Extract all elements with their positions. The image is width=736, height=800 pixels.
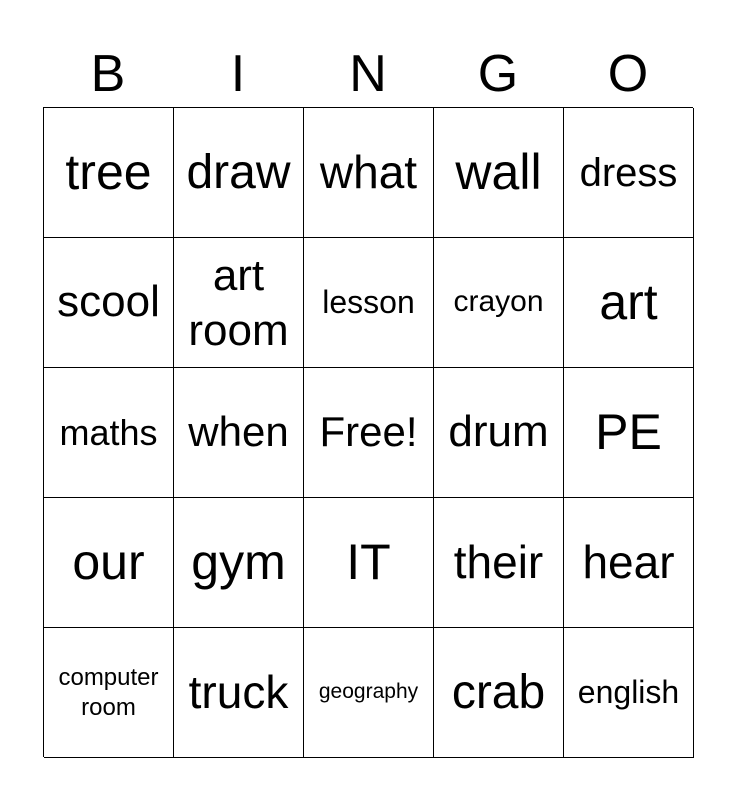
cell-word: drum xyxy=(448,407,549,457)
cell-word: our xyxy=(72,533,145,590)
cell-word: when xyxy=(188,408,289,456)
cell-word: wall xyxy=(455,143,542,200)
bingo-cell[interactable] xyxy=(44,368,174,498)
header-letter-n: N xyxy=(349,45,387,103)
cell-word: their xyxy=(453,536,544,589)
cell-word: lesson xyxy=(322,284,415,321)
bingo-cell[interactable] xyxy=(174,628,304,758)
cell-word: dress xyxy=(579,150,678,195)
cell-word: what xyxy=(319,146,418,199)
bingo-header xyxy=(43,40,693,108)
cell-word: scool xyxy=(57,277,160,327)
cell-word: hear xyxy=(582,536,675,589)
bingo-cell[interactable] xyxy=(304,628,434,758)
cell-word: art room xyxy=(188,250,289,355)
cell-word: maths xyxy=(59,411,158,453)
header-letter-i: I xyxy=(230,45,246,103)
bingo-cell[interactable] xyxy=(304,238,434,368)
bingo-cell[interactable] xyxy=(434,498,564,628)
bingo-cell[interactable] xyxy=(564,628,694,758)
bingo-cell[interactable] xyxy=(174,498,304,628)
cell-word: english xyxy=(577,674,680,711)
cell-word: art xyxy=(599,273,658,330)
bingo-cell[interactable] xyxy=(564,238,694,368)
bingo-cell[interactable] xyxy=(44,108,174,238)
bingo-cell[interactable] xyxy=(304,498,434,628)
bingo-cell[interactable] xyxy=(434,628,564,758)
cell-word: crayon xyxy=(453,285,544,319)
header-letter-o: O xyxy=(607,45,649,103)
free-space-label: Free! xyxy=(319,408,418,456)
cell-word: gym xyxy=(191,533,286,590)
bingo-cell[interactable] xyxy=(44,238,174,368)
free-space-cell[interactable] xyxy=(304,368,434,498)
bingo-cell[interactable] xyxy=(434,108,564,238)
cell-word: tree xyxy=(65,143,152,200)
header-letter-b: B xyxy=(90,45,126,103)
bingo-cell[interactable] xyxy=(44,628,174,758)
cell-word: IT xyxy=(346,533,391,590)
bingo-board xyxy=(43,107,693,757)
cell-word: computer room xyxy=(58,663,159,721)
bingo-cell[interactable] xyxy=(564,108,694,238)
bingo-cell[interactable] xyxy=(174,368,304,498)
bingo-cell[interactable] xyxy=(564,368,694,498)
bingo-cell[interactable] xyxy=(564,498,694,628)
bingo-cell[interactable] xyxy=(434,238,564,368)
cell-word: PE xyxy=(595,403,662,460)
bingo-cell[interactable] xyxy=(174,108,304,238)
bingo-cell[interactable] xyxy=(174,238,304,368)
cell-word: crab xyxy=(451,665,546,719)
header-letter-g: G xyxy=(477,45,519,103)
bingo-cell[interactable] xyxy=(304,108,434,238)
cell-word: geography xyxy=(318,680,419,704)
cell-word: draw xyxy=(186,145,291,199)
bingo-cell[interactable] xyxy=(44,498,174,628)
bingo-cell[interactable] xyxy=(434,368,564,498)
cell-word: truck xyxy=(188,666,289,719)
